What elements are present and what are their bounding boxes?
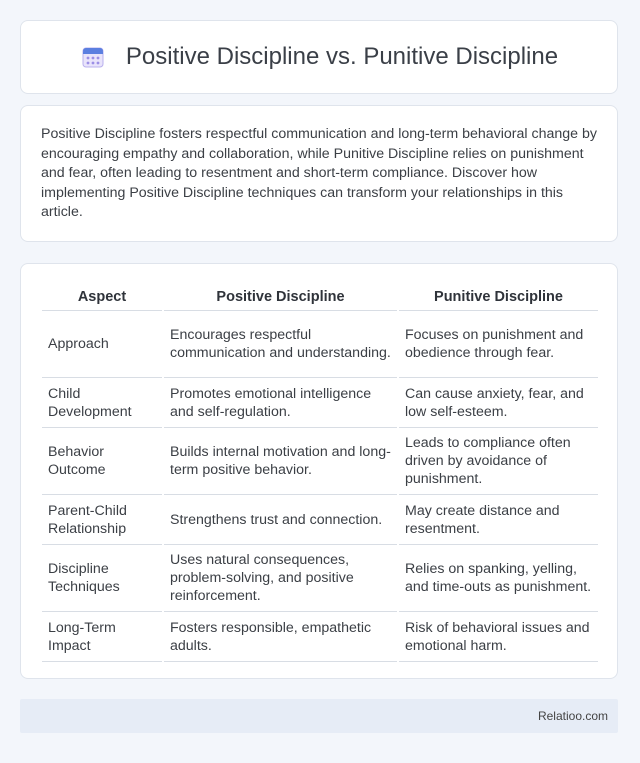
table-row bbox=[42, 612, 598, 662]
cell-aspect: Behavior Outcome bbox=[42, 428, 162, 495]
table-row bbox=[42, 428, 598, 495]
cell-positive: Fosters responsible, empathetic adults. bbox=[164, 612, 397, 662]
footer-site-link[interactable]: Relatioo.com bbox=[537, 709, 608, 723]
cell-positive: Promotes emotional intelligence and self-regulation. bbox=[164, 378, 397, 428]
cell-aspect: Approach bbox=[42, 311, 162, 378]
table-row bbox=[42, 545, 598, 612]
comparison-card bbox=[20, 263, 618, 679]
cell-positive: Encourages respectful communication and understanding. bbox=[164, 311, 397, 378]
cell-positive: Strengthens trust and connection. bbox=[164, 495, 397, 545]
title-card bbox=[20, 20, 618, 94]
cell-punitive: Can cause anxiety, fear, and low self-esteem. bbox=[399, 378, 598, 428]
comparison-table bbox=[40, 284, 600, 662]
intro-paragraph: Positive Discipline fosters respectful communication and long-term behavioral change by encouraging empathy and collaboration, while Punitive Discipline relies on punishment and fear, often leading to resentment and short-term compliance. Discover how implementing Positive Discipline techniques can transform your relationships in this article. bbox=[41, 126, 597, 221]
table-row bbox=[42, 495, 598, 545]
table-header-row bbox=[42, 284, 598, 311]
cell-punitive: Relies on spanking, yelling, and time-outs as punishment. bbox=[399, 545, 598, 612]
cell-positive: Builds internal motivation and long-term positive behavior. bbox=[164, 428, 397, 495]
table-row bbox=[42, 311, 598, 378]
header-punitive: Punitive Discipline bbox=[399, 284, 598, 311]
header-positive: Positive Discipline bbox=[164, 284, 397, 311]
intro-card bbox=[20, 105, 618, 242]
cell-aspect: Child Development bbox=[42, 378, 162, 428]
cell-punitive: May create distance and resentment. bbox=[399, 495, 598, 545]
cell-aspect: Long-Term Impact bbox=[42, 612, 162, 662]
page-title: Positive Discipline vs. Punitive Discipline bbox=[125, 43, 559, 70]
cell-punitive: Focuses on punishment and obedience through fear. bbox=[399, 311, 598, 378]
cell-punitive: Risk of behavioral issues and emotional harm. bbox=[399, 612, 598, 662]
footer bbox=[20, 699, 618, 733]
cell-aspect: Parent-Child Relationship bbox=[42, 495, 162, 545]
calendar-icon bbox=[80, 44, 106, 70]
cell-positive: Uses natural consequences, problem-solving, and positive reinforcement. bbox=[164, 545, 397, 612]
cell-aspect: Discipline Techniques bbox=[42, 545, 162, 612]
table-row bbox=[42, 378, 598, 428]
header-aspect: Aspect bbox=[42, 284, 162, 311]
cell-punitive: Leads to compliance often driven by avoidance of punishment. bbox=[399, 428, 598, 495]
